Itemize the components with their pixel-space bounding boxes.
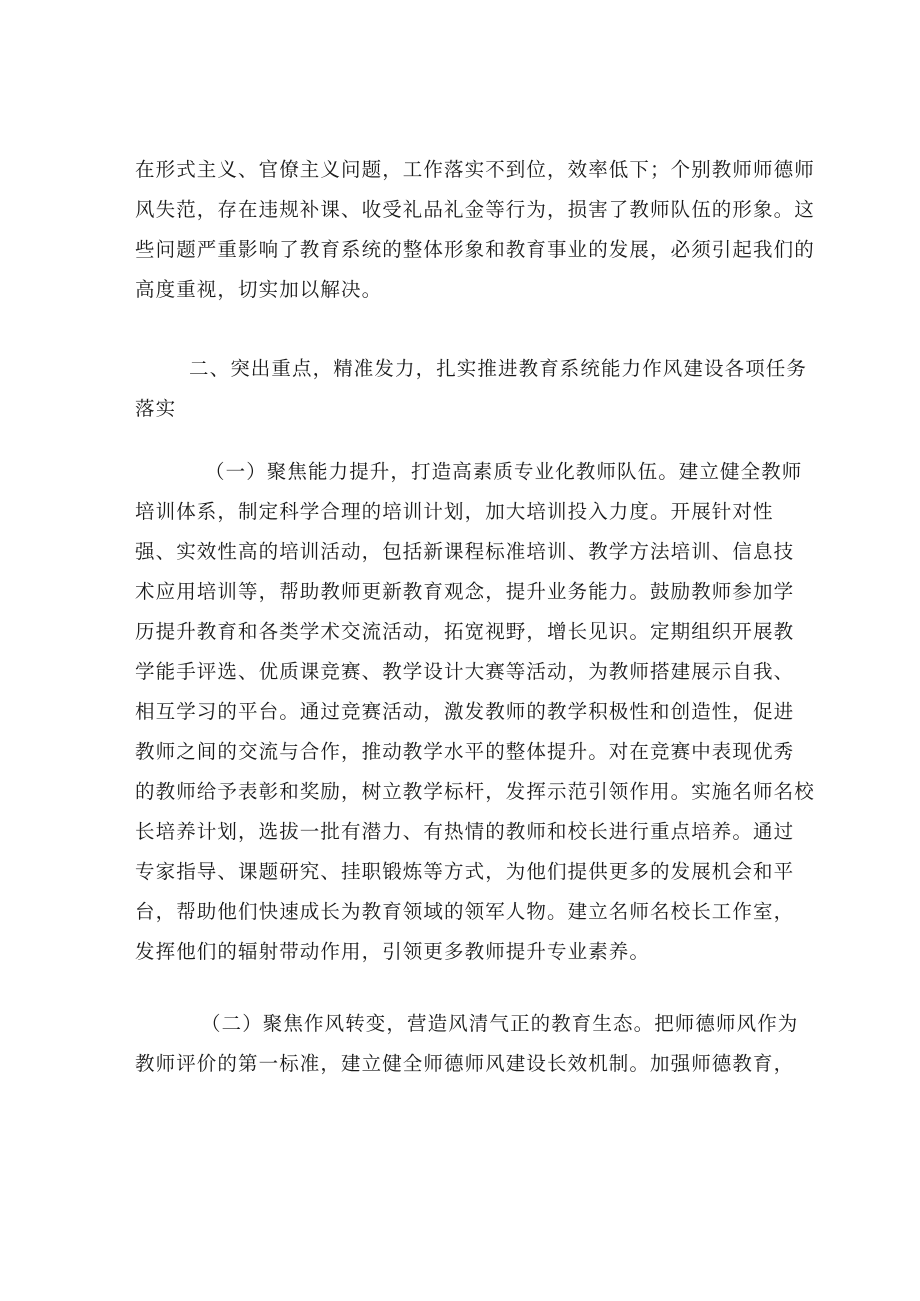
heading-line: 二、突出重点，精准发力，扎实推进教育系统能力作风建设各项任务 bbox=[189, 357, 808, 380]
paragraph-capability bbox=[135, 452, 815, 972]
text-line: 的教师给予表彰和奖励，树立教学标杆，发挥示范引领作用。实施名师名校 bbox=[135, 780, 815, 803]
text-line: 强、实效性高的培训活动，包括新课程标准培训、教学方法培训、信息技 bbox=[135, 540, 795, 563]
text-line: 历提升教育和各类学术交流活动，拓宽视野，增长见识。定期组织开展教 bbox=[135, 620, 795, 643]
text-line: 在形式主义、官僚主义问题，工作落实不到位，效率低下；个别教师师德师 bbox=[135, 158, 815, 181]
paragraph-work-style bbox=[135, 1004, 799, 1084]
text-line: 学能手评选、优质课竞赛、教学设计大赛等活动，为教师搭建展示自我、 bbox=[135, 660, 795, 683]
text-line: 发挥他们的辐射带动作用，引领更多教师提升专业素养。 bbox=[135, 940, 651, 963]
text-line: 相互学习的平台。通过竞赛活动，激发教师的教学积极性和创造性，促进 bbox=[135, 700, 795, 723]
text-line: 高度重视，切实加以解决。 bbox=[135, 278, 383, 301]
text-line: 术应用培训等，帮助教师更新教育观念，提升业务能力。鼓励教师参加学 bbox=[135, 580, 795, 603]
heading-line: 落实 bbox=[135, 397, 177, 420]
text-line: （二）聚焦作风转变，营造风清气正的教育生态。把师德师风作为 bbox=[201, 1012, 799, 1035]
text-line: 教师之间的交流与合作，推动教学水平的整体提升。对在竞赛中表现优秀 bbox=[135, 740, 795, 763]
text-line: 风失范，存在违规补课、收受礼品礼金等行为，损害了教师队伍的形象。这 bbox=[135, 198, 815, 221]
text-line: （一）聚焦能力提升，打造高素质专业化教师队伍。建立健全教师 bbox=[205, 460, 803, 483]
text-line: 台，帮助他们快速成长为教育领域的领军人物。建立名师名校长工作室， bbox=[135, 900, 795, 923]
text-line: 专家指导、课题研究、挂职锻炼等方式，为他们提供更多的发展机会和平 bbox=[135, 860, 795, 883]
paragraph-problems bbox=[135, 150, 815, 310]
text-line: 些问题严重影响了教育系统的整体形象和教育事业的发展，必须引起我们的 bbox=[135, 238, 815, 261]
text-line: 教师评价的第一标准，建立健全师德师风建设长效机制。加强师德教育， bbox=[135, 1052, 795, 1075]
text-line: 长培养计划，选拔一批有潜力、有热情的教师和校长进行重点培养。通过 bbox=[135, 820, 795, 843]
text-line: 培训体系，制定科学合理的培训计划，加大培训投入力度。开展针对性 bbox=[135, 500, 774, 523]
section-heading-2 bbox=[135, 349, 808, 429]
